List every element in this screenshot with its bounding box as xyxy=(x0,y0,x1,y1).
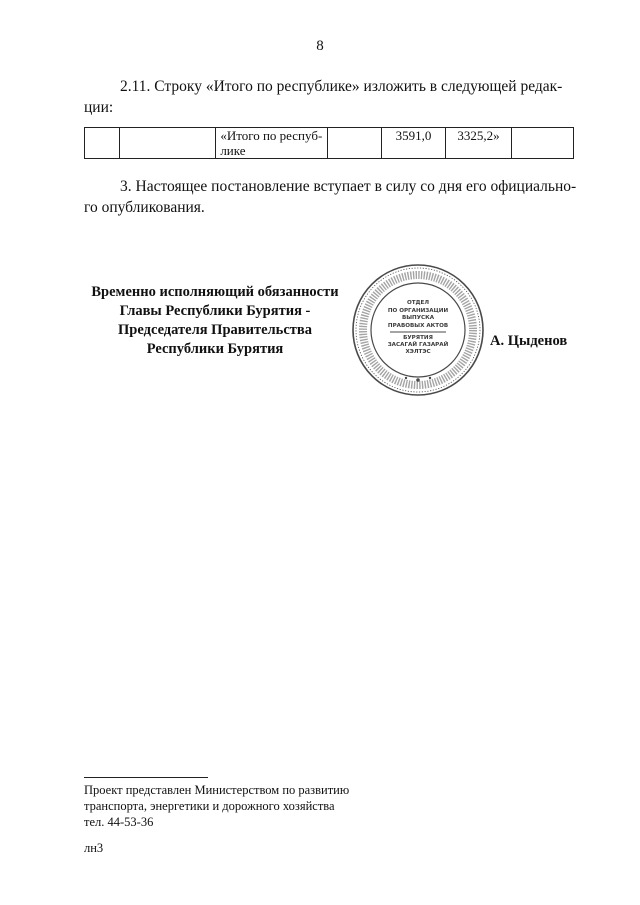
footer-line-3: тел. 44-53-36 xyxy=(84,815,154,829)
table-cell-value-1: 3591,0 xyxy=(382,128,446,159)
executor-initials: лн3 xyxy=(84,841,104,855)
seal-text-3: ВЫПУСКА xyxy=(401,315,435,321)
seal-dot-right xyxy=(429,377,431,379)
signer-name: А. Цыденов xyxy=(490,333,568,349)
seal-text-4: ПРАВОВЫХ АКТОВ xyxy=(387,323,449,329)
seal-text-6: ЗАСАГАЙ ГАЗАРАЙ xyxy=(387,342,449,348)
table-cell-empty-3 xyxy=(327,128,381,159)
seal-inner-ring xyxy=(371,283,465,377)
footer-line-2: транспорта, энергетики и дорожного хозяйства xyxy=(84,799,335,813)
paragraph-2-11-line-1 xyxy=(84,76,572,97)
official-seal-stamp xyxy=(350,262,486,398)
paragraph-3-line-2: го опубликования. xyxy=(84,199,205,216)
footer-line-1: Проект представлен Министерством по развитию xyxy=(84,783,350,797)
table-cell-empty-1 xyxy=(85,128,120,159)
signature-line-2: Главы Республики Бурятия - xyxy=(119,303,311,319)
page-number: 8 xyxy=(316,38,324,54)
paragraph-2-11-line-2: ции: xyxy=(84,99,114,116)
table-cell-empty-4 xyxy=(512,128,574,159)
seal-dot-left xyxy=(405,377,407,379)
amendment-table xyxy=(84,127,574,159)
signature-line-3: Председателя Правительства xyxy=(118,322,312,338)
footer-rule xyxy=(84,777,208,778)
signature-block xyxy=(84,283,346,359)
signature-line-4: Республики Бурятия xyxy=(146,341,284,357)
seal-star-bottom xyxy=(416,378,420,382)
seal-text-2: ПО ОРГАНИЗАЦИИ xyxy=(387,308,449,314)
paragraph-2-11 xyxy=(84,76,572,118)
paragraph-3-line-1: 3. Настоящее постановление вступает в силу со дня его официально- xyxy=(120,178,577,195)
table-cell-name-line-2: лике xyxy=(220,143,246,158)
seal-outer-ring xyxy=(353,265,483,395)
seal-dotted-ring xyxy=(356,268,480,392)
seal-outer-lettering xyxy=(363,275,473,385)
table-cell-value-2: 3325,2» xyxy=(445,128,511,159)
seal-text-7: ХЭЛТЭС xyxy=(405,349,431,355)
seal-text-1: ОТДЕЛ xyxy=(406,300,430,306)
footer-note xyxy=(84,782,384,830)
paragraph-3 xyxy=(84,176,577,218)
table-row xyxy=(85,128,574,159)
table-cell-empty-2 xyxy=(120,128,216,159)
signature-line-1: Временно исполняющий обязанности xyxy=(91,284,339,300)
table-cell-name xyxy=(216,128,327,159)
paragraph-2-11-text-1: 2.11. Строку «Итого по республике» изложить в следующей редак- xyxy=(120,78,563,95)
table-cell-name-line-1: «Итого по респуб- xyxy=(220,128,323,143)
seal-text-5: БУРЯТИЯ xyxy=(403,335,433,341)
